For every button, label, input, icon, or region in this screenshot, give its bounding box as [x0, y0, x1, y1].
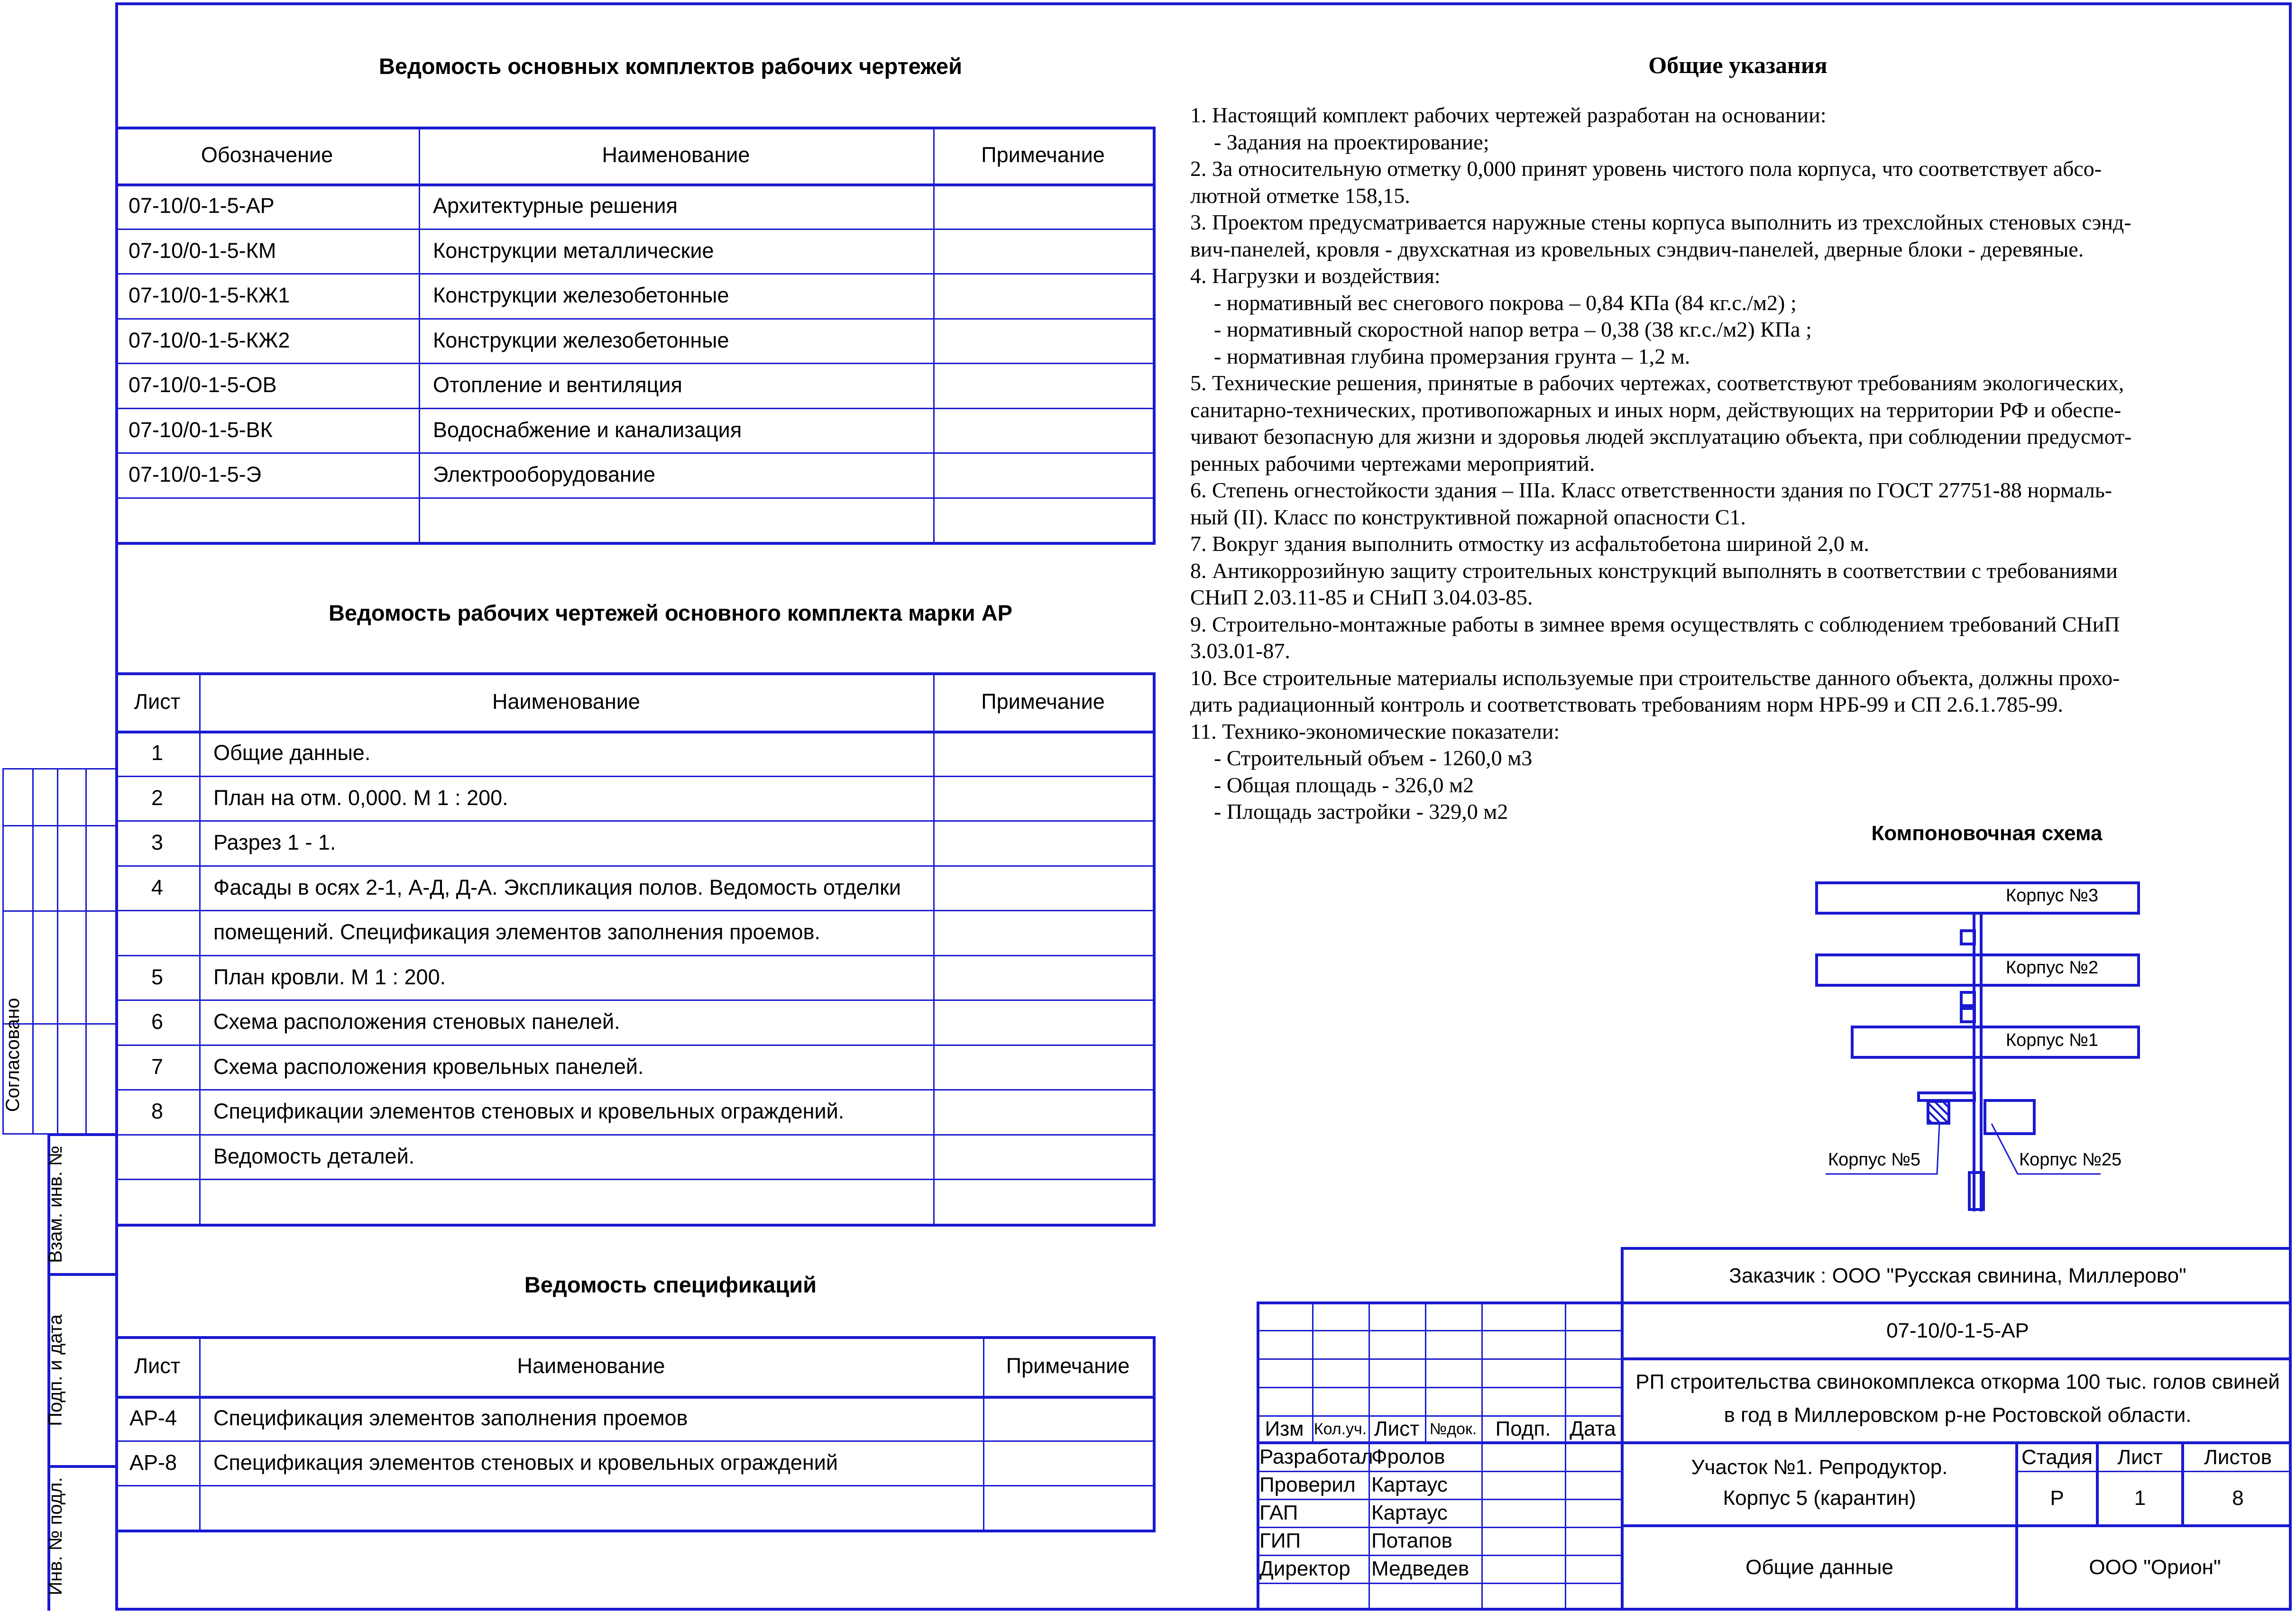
building-2-label: Корпус №2 [2006, 958, 2099, 978]
ar_sheets-cell [943, 910, 1153, 955]
specs-cell [992, 1396, 1153, 1440]
note-line: СНиП 2.03.11-85 и СНиП 3.04.03-85. [1190, 585, 1533, 609]
note-line: ный (II). Класс по конструктивной пожарной опасности С1. [1190, 504, 1746, 529]
sheet_sets-cell: Отопление и вентиляция [433, 373, 682, 397]
ar_sheets-cell [943, 865, 1153, 910]
ar_sheets-cell: 5 [151, 964, 164, 989]
sheet_sets-cell: Архитектурные решения [433, 193, 678, 218]
sheet_sets-cell [943, 183, 1153, 229]
signature-name: Картаус [1371, 1473, 1448, 1496]
sheet_sets-header-1: Наименование [602, 143, 750, 167]
rev-header-0: Изм [1265, 1417, 1304, 1440]
sheet_sets-cell: Конструкции железобетонные [433, 328, 729, 352]
sheet_sets-header-0: Обозначение [201, 143, 333, 167]
layout-scheme-title: Компоновочная схема [1871, 822, 2103, 845]
project-line2: в год в Миллеровском р-не Ростовской области. [1724, 1403, 2192, 1427]
sheet_sets-cell: 07-10/0-1-5-ОВ [129, 373, 277, 397]
note-line: 7. Вокруг здания выполнить отмостку из асфальтобетона шириной 2,0 м. [1190, 532, 1869, 556]
specs-header-1: Наименование [517, 1354, 665, 1378]
specs-cell [992, 1485, 1153, 1530]
sheet_sets-cell [943, 318, 1153, 363]
sheet_sets-cell: Конструкции металлические [433, 238, 714, 263]
ar_sheets-cell [943, 1134, 1153, 1179]
sheet_sets-cell [943, 408, 1153, 453]
signature-role: ГИП [1259, 1529, 1301, 1552]
note-line: 9. Строительно-монтажные работы в зимнее время осуществлять с соблюдением требований СНиП [1190, 612, 2120, 636]
specs-cell: АР-4 [129, 1406, 177, 1430]
note-line: - Задания на проектирование; [1214, 129, 1489, 154]
ar_sheets-cell: 2 [151, 785, 164, 810]
rev-header-2: Лист [1374, 1417, 1420, 1440]
specs-cell [129, 1485, 199, 1530]
ar_sheets-cell: помещений. Спецификация элементов заполнения проемов. [213, 920, 820, 944]
specs-cell: Спецификация элементов стеновых и кровельных ограждений [213, 1450, 838, 1475]
ar_sheets-cell [943, 1045, 1153, 1090]
sheet_sets-cell [943, 452, 1153, 497]
ar_sheets-cell [943, 1179, 1153, 1224]
ar_sheets-cell [943, 776, 1153, 821]
ar_sheets-cell: 4 [151, 875, 164, 899]
note-line: 3.03.01-87. [1190, 639, 1290, 663]
note-line: 6. Степень огнестойкости здания – IIIа. Класс ответственности здания по ГОСТ 27751-88 нормаль- [1190, 478, 2112, 502]
building-5-label: Корпус №5 [1828, 1150, 1921, 1170]
sheet_sets-cell [129, 497, 419, 542]
sheet-label: Лист [2117, 1446, 2163, 1469]
ar_sheets-header-1: Наименование [492, 689, 640, 714]
sheets-label: Листов [2204, 1446, 2272, 1469]
sheet_sets-cell: Электрооборудование [433, 462, 656, 487]
sheet_sets-cell: 07-10/0-1-5-Э [129, 462, 261, 487]
sheet-sets-title: Ведомость основных комплектов рабочих чертежей [379, 54, 962, 79]
signature-name: Медведев [1371, 1557, 1469, 1580]
signature-name: Фролов [1371, 1445, 1445, 1468]
note-line: - нормативный скоростной напор ветра – 0,38 (38 кг.с./м2) КПа ; [1214, 317, 1812, 341]
ar_sheets-cell: Разрез 1 - 1. [213, 830, 336, 855]
sheets-value: 8 [2232, 1486, 2244, 1510]
stage-label: Стадия [2021, 1446, 2093, 1469]
ar_sheets-cell: 6 [151, 1009, 164, 1034]
specs-header-0: Лист [134, 1354, 181, 1378]
note-line: - Строительный объем - 1260,0 м3 [1214, 746, 1533, 770]
note-line: 5. Технические решения, принятые в рабочих чертежах, соответствуют требованиям экологических, [1190, 371, 2124, 395]
signature-role: Разработал [1259, 1445, 1373, 1468]
ar_sheets-header-0: Лист [134, 689, 181, 714]
stage-value: Р [2050, 1486, 2064, 1510]
note-line: вич-панелей, кровля - двухскатная из кровельных сэндвич-панелей, дверные блоки - деревяные. [1190, 237, 2084, 261]
agreed-label: Согласовано [2, 998, 23, 1112]
sheet_sets-cell [943, 229, 1153, 274]
ar_sheets-cell: 7 [151, 1054, 164, 1079]
signature-role: Проверил [1259, 1473, 1356, 1496]
rev-header-4: Подп. [1495, 1417, 1551, 1440]
ar_sheets-cell: 3 [151, 830, 164, 855]
note-line: 3. Проектом предусматривается наружные стены корпуса выполнить из трехслойных стеновых сэнд- [1190, 210, 2131, 234]
ar_sheets-cell [943, 1089, 1153, 1134]
sheet_sets-cell: 07-10/0-1-5-КМ [129, 238, 276, 263]
ar_sheets-cell: Ведомость деталей. [213, 1144, 415, 1168]
note-line: чивают безопасную для жизни и здоровья людей эксплуатацию объекта, при соблюдении предусмот- [1190, 424, 2132, 449]
general-notes-title: Общие указания [1648, 52, 1828, 78]
project-line1: РП строительства свинокомплекса откорма 100 тыс. голов свиней [1635, 1370, 2280, 1393]
ar_sheets-cell [213, 1179, 933, 1224]
sheet_sets-cell: 07-10/0-1-5-АР [129, 193, 275, 218]
sheet_sets-cell [943, 363, 1153, 408]
sheet_sets-header-2: Примечание [981, 143, 1105, 167]
ar_sheets-cell: Схема расположения кровельных панелей. [213, 1054, 644, 1079]
ar_sheets-cell [943, 999, 1153, 1045]
note-line: 8. Антикоррозийную защиту строительных конструкций выполнять в соответствии с требованиями [1190, 558, 2118, 583]
note-line: 11. Технико-экономические показатели: [1190, 719, 1560, 743]
inv-no-label: Инв. № подл. [45, 1477, 66, 1595]
ar_sheets-cell [115, 1179, 199, 1224]
ar_sheets-cell [943, 955, 1153, 1000]
note-line: - нормативная глубина промерзания грунта – 1,2 м. [1214, 344, 1690, 368]
sign-date-label: Подп. и дата [45, 1314, 66, 1426]
ar_sheets-cell: Схема расположения стеновых панелей. [213, 1009, 620, 1034]
specs-cell [992, 1440, 1153, 1485]
note-line: дить радиационный контроль и соответствовать требованиям норм НРБ-99 и СП 2.6.1.785-99. [1190, 692, 2063, 716]
sheet_sets-cell: Конструкции железобетонные [433, 283, 729, 308]
note-line: 1. Настоящий комплект рабочих чертежей разработан на основании: [1190, 103, 1827, 127]
signature-role: ГАП [1259, 1501, 1298, 1524]
sheet_sets-cell: 07-10/0-1-5-КЖ1 [129, 283, 290, 308]
sheet_sets-cell [943, 273, 1153, 318]
specs-cell: АР-8 [129, 1450, 177, 1475]
sheet_sets-cell [943, 497, 1153, 542]
ar_sheets-cell: Фасады в осях 2-1, А-Д, Д-А. Экспликация полов. Ведомость отделки [213, 875, 901, 899]
note-line: 4. Нагрузки и воздействия: [1190, 264, 1441, 288]
ar_sheets-cell: 1 [151, 741, 164, 765]
note-line: 2. За относительную отметку 0,000 принят уровень чистого пола корпуса, что соответствует абсо- [1190, 156, 2102, 181]
rev-header-1: Кол.уч. [1313, 1420, 1367, 1438]
ar_sheets-cell: Спецификации элементов стеновых и кровельных ограждений. [213, 1099, 845, 1124]
note-line: ренных рабочими чертежами мероприятий. [1190, 451, 1595, 476]
ar_sheets-cell: План кровли. М 1 : 200. [213, 964, 446, 989]
building-25-label: Корпус №25 [2019, 1150, 2122, 1170]
sheet_sets-cell: 07-10/0-1-5-ВК [129, 417, 273, 442]
ar-sheets-title: Ведомость рабочих чертежей основного комплекта марки АР [328, 600, 1013, 625]
specs-cell: Спецификация элементов заполнения проемов [213, 1406, 688, 1430]
rev-header-3: №док. [1429, 1420, 1477, 1438]
note-line: - Общая площадь - 326,0 м2 [1214, 772, 1474, 797]
specs-header-2: Примечание [1006, 1354, 1130, 1378]
ar_sheets-cell: 8 [151, 1099, 164, 1124]
signature-name: Картаус [1371, 1501, 1448, 1524]
signature-name: Потапов [1371, 1529, 1452, 1552]
interchange-label: Взам. инв. № [45, 1146, 66, 1263]
sheet-name-cell: Общие данные [1745, 1556, 1893, 1579]
sheet_sets-cell [433, 497, 933, 542]
site-line2: Корпус 5 (карантин) [1723, 1486, 1916, 1510]
company-cell: ООО "Орион" [2089, 1556, 2221, 1579]
note-line: санитарно-технических, противопожарных и иных норм, действующих на территории РФ и обеспе- [1190, 397, 2122, 422]
sheet_sets-cell: Водоснабжение и канализация [433, 417, 742, 442]
building-3-label: Корпус №3 [2006, 886, 2099, 906]
ar_sheets-cell [943, 820, 1153, 865]
specs-title: Ведомость спецификаций [524, 1272, 817, 1297]
ar_sheets-cell [115, 1134, 199, 1179]
customer-cell: Заказчик : ООО "Русская свинина, Миллерово" [1729, 1264, 2186, 1287]
note-line: 10. Все строительные материалы используемые при строительстве данного объекта, должны прохо- [1190, 665, 2120, 690]
note-line: лютной отметке 158,15. [1190, 183, 1410, 208]
code-cell: 07-10/0-1-5-АР [1886, 1319, 2029, 1342]
general-notes [1190, 102, 2281, 825]
note-line: - Площадь застройки - 329,0 м2 [1214, 799, 1508, 824]
sheet_sets-cell: 07-10/0-1-5-КЖ2 [129, 328, 290, 352]
signature-role: Директор [1259, 1557, 1350, 1580]
site-line1: Участок №1. Репродуктор. [1691, 1456, 1948, 1479]
rev-header-5: Дата [1570, 1417, 1616, 1440]
ar_sheets-cell: План на отм. 0,000. М 1 : 200. [213, 785, 508, 810]
sheet-value: 1 [2134, 1486, 2146, 1510]
ar_sheets-cell [115, 910, 199, 955]
ar_sheets-cell [943, 731, 1153, 776]
ar_sheets-header-2: Примечание [981, 689, 1105, 714]
ar_sheets-cell: Общие данные. [213, 741, 371, 765]
note-line: - нормативный вес снегового покрова – 0,84 КПа (84 кг.с./м2) ; [1214, 290, 1797, 315]
specs-cell [213, 1485, 983, 1530]
building-1-label: Корпус №1 [2006, 1030, 2099, 1050]
